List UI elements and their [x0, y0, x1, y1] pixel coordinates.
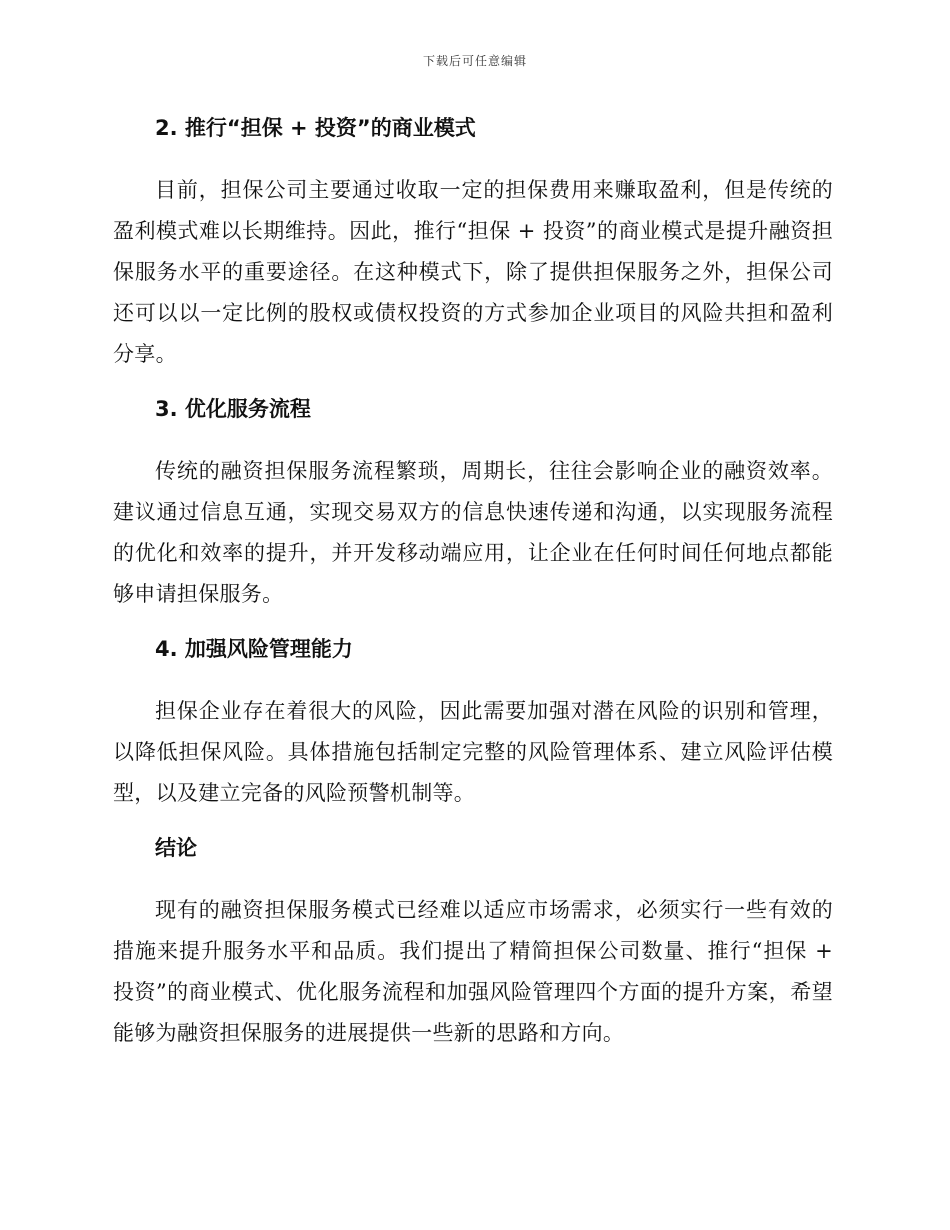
- section-paragraph: 传统的融资担保服务流程繁琐，周期长，往往会影响企业的融资效率。建议通过信息互通，实现交易双方的信息快速传递和沟通，以实现服务流程的优化和效率的提升，并开发移动端应用，让企业在任何时间任何地点都能够申请担保服务。: [113, 459, 833, 606]
- section-risk-management: [113, 629, 833, 814]
- section-conclusion: [113, 828, 833, 1054]
- section-paragraph: 目前，担保公司主要通过收取一定的担保费用来赚取盈利，但是传统的盈利模式难以长期维持。因此，推行“担保 + 投资”的商业模式是提升融资担保服务水平的重要途径。在这种模式下，除了提供担保服务之外，担保公司还可以以一定比例的股权或债权投资的方式参加企业项目的风险共担和盈利分享。: [113, 178, 833, 366]
- section-optimize-process: [113, 389, 833, 615]
- section-heading: 4. 加强风险管理能力: [155, 637, 353, 661]
- document-body: [113, 108, 833, 1068]
- section-paragraph: 担保企业存在着很大的风险，因此需要加强对潜在风险的识别和管理，以降低担保风险。具体措施包括制定完整的风险管理体系、建立风险评估模型，以及建立完备的风险预警机制等。: [113, 699, 833, 805]
- section-heading: 3. 优化服务流程: [155, 397, 311, 421]
- section-heading: 2. 推行“担保 + 投资”的商业模式: [155, 116, 476, 140]
- page-header: 下载后可任意编辑: [422, 54, 527, 68]
- section-heading: 结论: [155, 836, 197, 860]
- section-guarantee-investment: [113, 108, 833, 375]
- section-paragraph: 现有的融资担保服务模式已经难以适应市场需求，必须实行一些有效的措施来提升服务水平和品质。我们提出了精简担保公司数量、推行“担保 + 投资”的商业模式、优化服务流程和加强风险管理四个方面的提升方案，希望能够为融资担保服务的进展提供一些新的思路和方向。: [113, 898, 833, 1045]
